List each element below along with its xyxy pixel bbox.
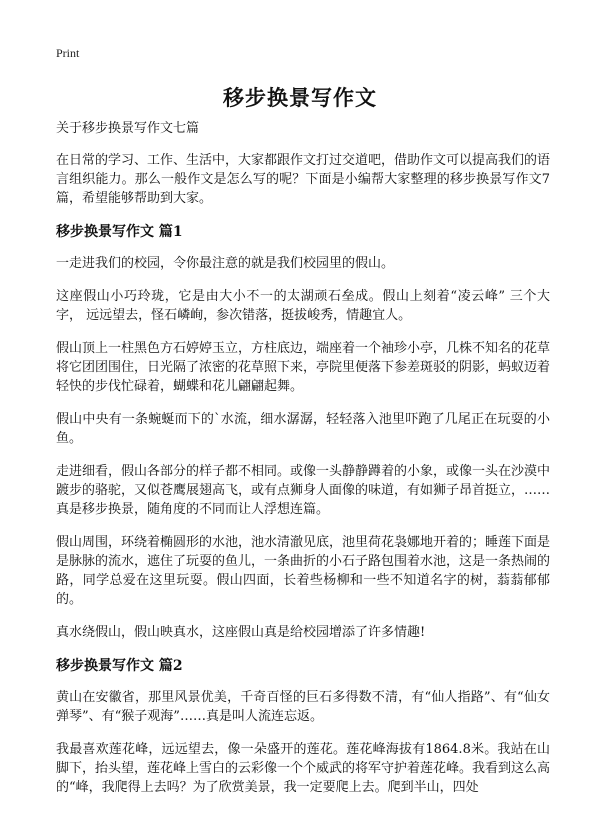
section-1-paragraph: 真水绕假山，假山映真水，这座假山真是给校园增添了许多情趣! <box>56 625 426 640</box>
section-1-paragraph: 假山周围，环绕着椭圆形的水池，池水清澈见底，池里荷花袅娜地开着的；睡莲下面是是脉脉的流水，遮住了玩耍的鱼儿，一条曲折的小石子路包围着水池，这是一条热闹的路，同学总爱在这里玩耍。假山四面，长着些杨柳和一些不知道名字的树，蓊蓊郁郁的。 <box>56 535 551 607</box>
section-2-paragraph: 黄山在安徽省，那里风景优美，千奇百怪的巨石多得数不清，有“仙人指路”、有“仙女弹琴”、有“猴子观海”……真是叫人流连忘返。 <box>56 690 550 724</box>
document-subtitle: 关于移步换景写作文七篇 <box>56 121 200 136</box>
intro-paragraph: 在日常的学习、工作、生活中，大家都跟作文打过交道吧，借助作文可以提高我们的语言组织能力。那么一般作文是怎么写的呢？下面是小编帮大家整理的移步换景写作文7篇，希望能够帮助到大家。 <box>56 153 551 206</box>
section-heading-1: 移步换景写作文 篇1 <box>56 224 183 240</box>
section-1-paragraph: 假山顶上一柱黑色方石婷婷玉立，方柱底边，端座着一个袖珍小亭，几株不知名的花草将它团团围住，日光隔了浓密的花草照下来，亭院里便落下参差斑驳的阴影，蚂蚁迈着轻快的步伐忙碌着，蝴蝶和花儿翩翩起舞。 <box>56 341 551 394</box>
section-1-paragraph: 这座假山小巧玲珑，它是由大小不一的太湖顽石垒成。假山上刻着“凌云峰” 三个大字， 远远望去，怪石嶙峋，参次错落，挺拔峻秀，情趣宜人。 <box>56 289 550 323</box>
document-body <box>56 120 550 811</box>
document-title: 移步换景写作文 <box>223 85 377 110</box>
section-1-paragraph: 假山中央有一条蜿蜒而下的`水流，细水潺潺，轻轻落入池里吓跑了几尾正在玩耍的小鱼。 <box>56 412 550 446</box>
section-heading-2: 移步换景写作文 篇2 <box>56 658 183 674</box>
print-link[interactable]: Print <box>56 46 80 60</box>
section-1-paragraph: 走进细看，假山各部分的样子都不相同。或像一头静静蹲着的小象，或像一头在沙漠中踱步的骆驼，又似苍鹰展翅高飞，或有点狮身人面像的味道，有如狮子昂首挺立，……真是移步换景，随角度的不同而让人浮想连篇。 <box>56 464 551 517</box>
section-2-paragraph: 我最喜欢莲花峰，远远望去，像一朵盛开的莲花。莲花峰海拔有1864.8米。我站在山脚下，抬头望，莲花峰上雪白的云彩像一个个威武的将军守护着莲花峰。我看到这么高的“峰，我爬得上去吗？为了欣赏美景，我一定要爬上去。爬到半山，四处 <box>56 742 551 795</box>
section-1-paragraph: 一走进我们的校园，令你最注意的就是我们校园里的假山。 <box>56 256 395 271</box>
